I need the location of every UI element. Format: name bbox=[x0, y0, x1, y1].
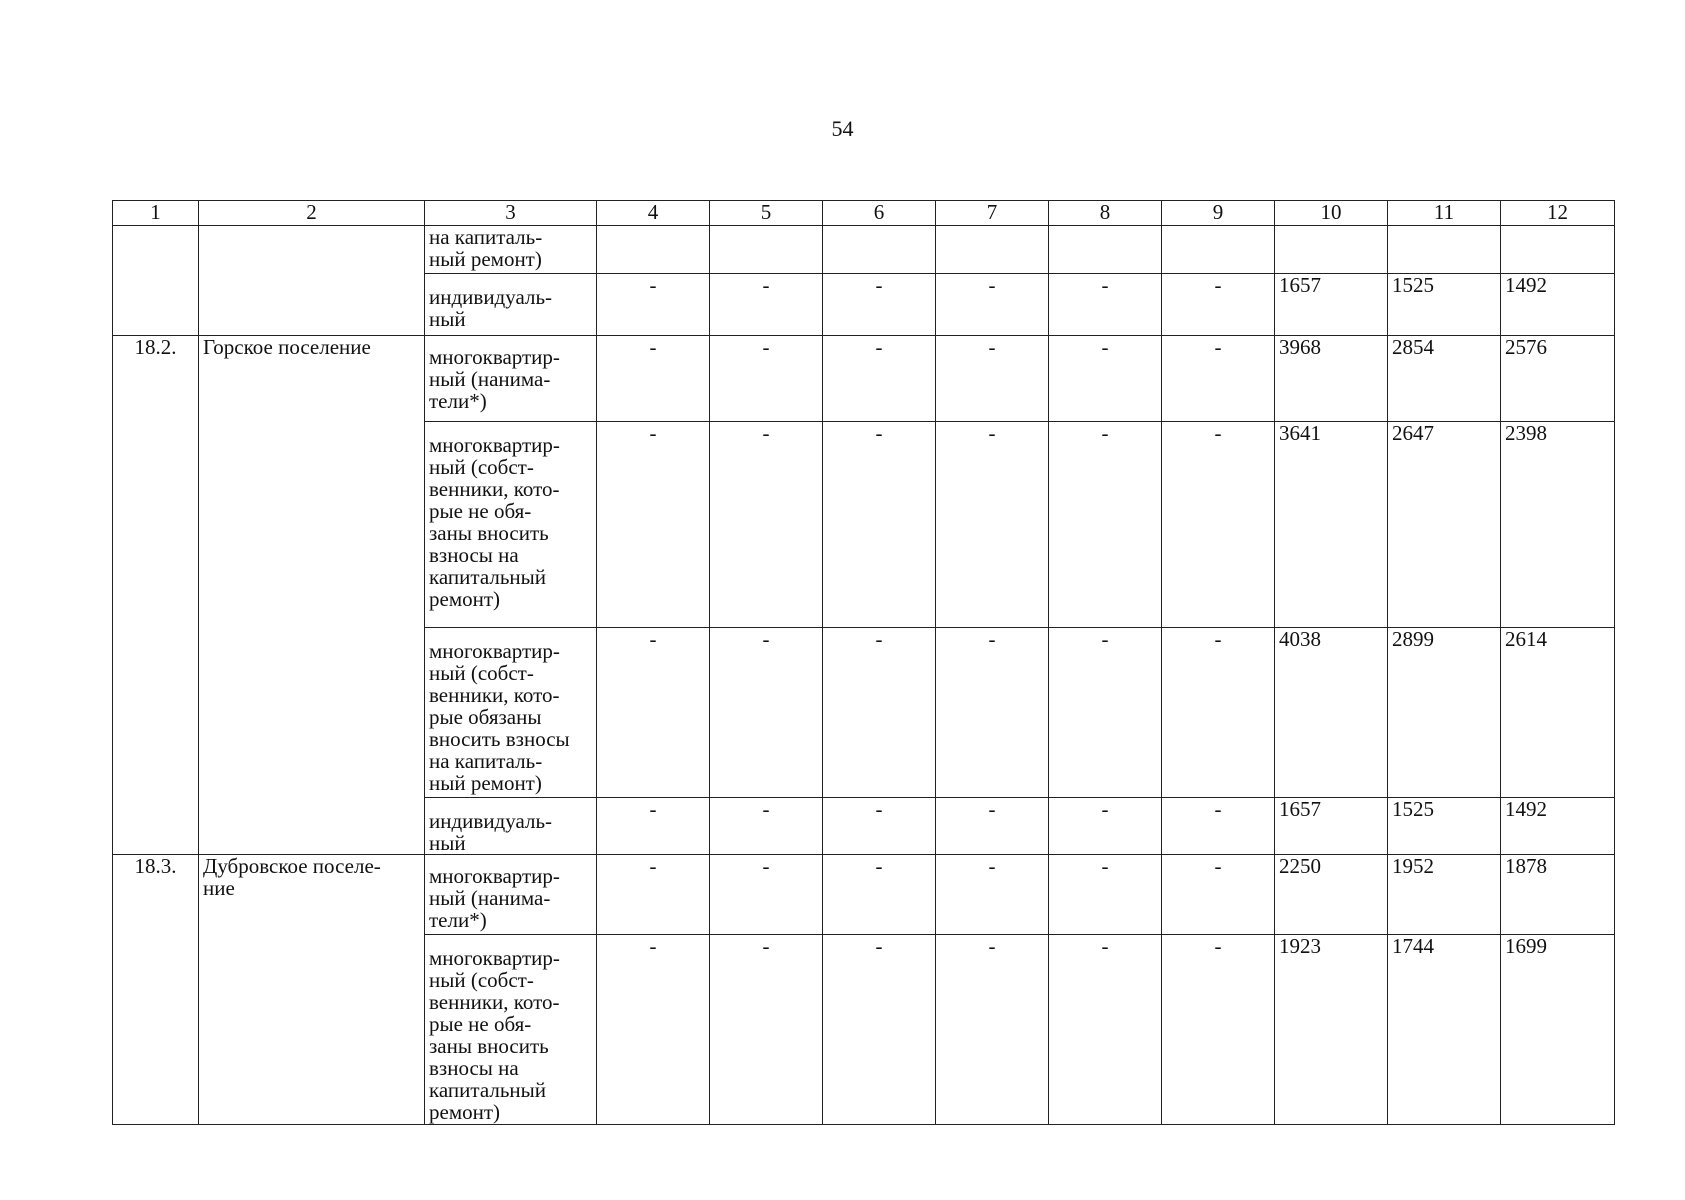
column-header: 3 bbox=[425, 201, 597, 226]
value-cell: - bbox=[1162, 422, 1275, 628]
value-cell: - bbox=[597, 422, 710, 628]
value-cell: - bbox=[1049, 336, 1162, 422]
value-cell bbox=[1049, 226, 1162, 274]
value-cell: - bbox=[597, 274, 710, 336]
value-cell: - bbox=[710, 628, 823, 798]
value-cell: - bbox=[823, 798, 936, 855]
value-cell: - bbox=[936, 274, 1049, 336]
value-cell bbox=[936, 226, 1049, 274]
value-cell: - bbox=[1162, 336, 1275, 422]
column-number-row bbox=[113, 201, 1615, 226]
value-cell: 2250 bbox=[1275, 855, 1388, 935]
value-cell: 2614 bbox=[1501, 628, 1615, 798]
column-header: 10 bbox=[1275, 201, 1388, 226]
value-cell: - bbox=[597, 935, 710, 1125]
section-number-cell: 18.2. bbox=[113, 336, 199, 855]
value-cell: 3641 bbox=[1275, 422, 1388, 628]
value-cell bbox=[710, 226, 823, 274]
value-cell: - bbox=[1162, 855, 1275, 935]
settlement-name: Дубровское поселе- ние bbox=[203, 854, 381, 900]
value-cell: - bbox=[597, 855, 710, 935]
value-cell: 1699 bbox=[1501, 935, 1615, 1125]
value-cell: - bbox=[710, 798, 823, 855]
value-cell: - bbox=[1049, 274, 1162, 336]
table-row bbox=[113, 336, 1615, 422]
value-cell: - bbox=[597, 336, 710, 422]
value-cell: - bbox=[823, 422, 936, 628]
value-cell: 2398 bbox=[1501, 422, 1615, 628]
value-cell: - bbox=[823, 855, 936, 935]
column-header: 11 bbox=[1388, 201, 1501, 226]
value-cell: - bbox=[1162, 628, 1275, 798]
value-cell: - bbox=[1049, 935, 1162, 1125]
settlement-name-cell bbox=[199, 226, 425, 336]
value-cell bbox=[823, 226, 936, 274]
value-cell: 1492 bbox=[1501, 274, 1615, 336]
value-cell: - bbox=[710, 422, 823, 628]
column-header: 5 bbox=[710, 201, 823, 226]
column-header: 6 bbox=[823, 201, 936, 226]
value-cell: - bbox=[936, 798, 1049, 855]
value-cell: 1492 bbox=[1501, 798, 1615, 855]
housing-type-cell bbox=[425, 855, 597, 935]
value-cell: 1525 bbox=[1388, 798, 1501, 855]
housing-type-cell bbox=[425, 336, 597, 422]
housing-type: индивидуаль- ный bbox=[429, 809, 553, 855]
housing-type: на капиталь- ный ремонт) bbox=[429, 225, 543, 271]
value-cell bbox=[597, 226, 710, 274]
value-cell: - bbox=[597, 628, 710, 798]
value-cell: 2899 bbox=[1388, 628, 1501, 798]
value-cell: 4038 bbox=[1275, 628, 1388, 798]
value-cell: 2854 bbox=[1388, 336, 1501, 422]
housing-type-cell bbox=[425, 226, 597, 274]
housing-type-cell bbox=[425, 935, 597, 1125]
column-header: 1 bbox=[113, 201, 199, 226]
housing-type: многоквартир- ный (собст- венники, кото- рые не обя- заны вносить взносы на капитальный ремонт) bbox=[429, 433, 560, 611]
housing-type: многоквартир- ный (нанима- тели*) bbox=[429, 345, 560, 413]
value-cell: - bbox=[1162, 935, 1275, 1125]
housing-type-cell bbox=[425, 422, 597, 628]
value-cell: - bbox=[1049, 628, 1162, 798]
value-cell: 1657 bbox=[1275, 798, 1388, 855]
housing-type-cell bbox=[425, 798, 597, 855]
value-cell: 1525 bbox=[1388, 274, 1501, 336]
value-cell: - bbox=[1049, 422, 1162, 628]
value-cell: - bbox=[597, 798, 710, 855]
value-cell: - bbox=[823, 935, 936, 1125]
column-header: 8 bbox=[1049, 201, 1162, 226]
value-cell: 2576 bbox=[1501, 336, 1615, 422]
section-number-cell: 18.3. bbox=[113, 855, 199, 1125]
value-cell: 1744 bbox=[1388, 935, 1501, 1125]
value-cell: - bbox=[936, 935, 1049, 1125]
section-number-cell bbox=[113, 226, 199, 336]
column-header: 7 bbox=[936, 201, 1049, 226]
value-cell: - bbox=[936, 336, 1049, 422]
value-cell: - bbox=[710, 935, 823, 1125]
settlement-name: Горское поселение bbox=[203, 335, 371, 359]
value-cell: - bbox=[936, 422, 1049, 628]
housing-type: многоквартир- ный (собст- венники, кото- рые обязаны вносить взносы на капиталь- ный ремонт) bbox=[429, 639, 570, 795]
column-header: 2 bbox=[199, 201, 425, 226]
value-cell: - bbox=[710, 336, 823, 422]
value-cell: - bbox=[936, 628, 1049, 798]
value-cell: 1952 bbox=[1388, 855, 1501, 935]
tariff-table bbox=[112, 200, 1615, 1125]
value-cell: - bbox=[823, 628, 936, 798]
settlement-name-cell bbox=[199, 336, 425, 855]
value-cell: - bbox=[1162, 798, 1275, 855]
value-cell: - bbox=[823, 336, 936, 422]
value-cell: - bbox=[710, 855, 823, 935]
housing-type: многоквартир- ный (нанима- тели*) bbox=[429, 864, 560, 932]
value-cell: - bbox=[1162, 274, 1275, 336]
value-cell: 2647 bbox=[1388, 422, 1501, 628]
housing-type-cell bbox=[425, 628, 597, 798]
page-number: 54 bbox=[831, 116, 854, 141]
value-cell bbox=[1275, 226, 1388, 274]
value-cell: 3968 bbox=[1275, 336, 1388, 422]
value-cell: - bbox=[1049, 855, 1162, 935]
column-header: 9 bbox=[1162, 201, 1275, 226]
value-cell bbox=[1501, 226, 1615, 274]
value-cell: 1923 bbox=[1275, 935, 1388, 1125]
table-row bbox=[113, 226, 1615, 274]
value-cell: - bbox=[936, 855, 1049, 935]
value-cell: 1657 bbox=[1275, 274, 1388, 336]
value-cell bbox=[1388, 226, 1501, 274]
value-cell: - bbox=[710, 274, 823, 336]
housing-type: индивидуаль- ный bbox=[429, 285, 553, 331]
housing-type-cell bbox=[425, 274, 597, 336]
column-header: 4 bbox=[597, 201, 710, 226]
table-row bbox=[113, 855, 1615, 935]
value-cell: 1878 bbox=[1501, 855, 1615, 935]
value-cell bbox=[1162, 226, 1275, 274]
housing-type: многоквартир- ный (собст- венники, кото- рые не обя- заны вносить взносы на капитальный ремонт) bbox=[429, 946, 560, 1124]
settlement-name-cell bbox=[199, 855, 425, 1125]
value-cell: - bbox=[823, 274, 936, 336]
column-header: 12 bbox=[1501, 201, 1615, 226]
value-cell: - bbox=[1049, 798, 1162, 855]
